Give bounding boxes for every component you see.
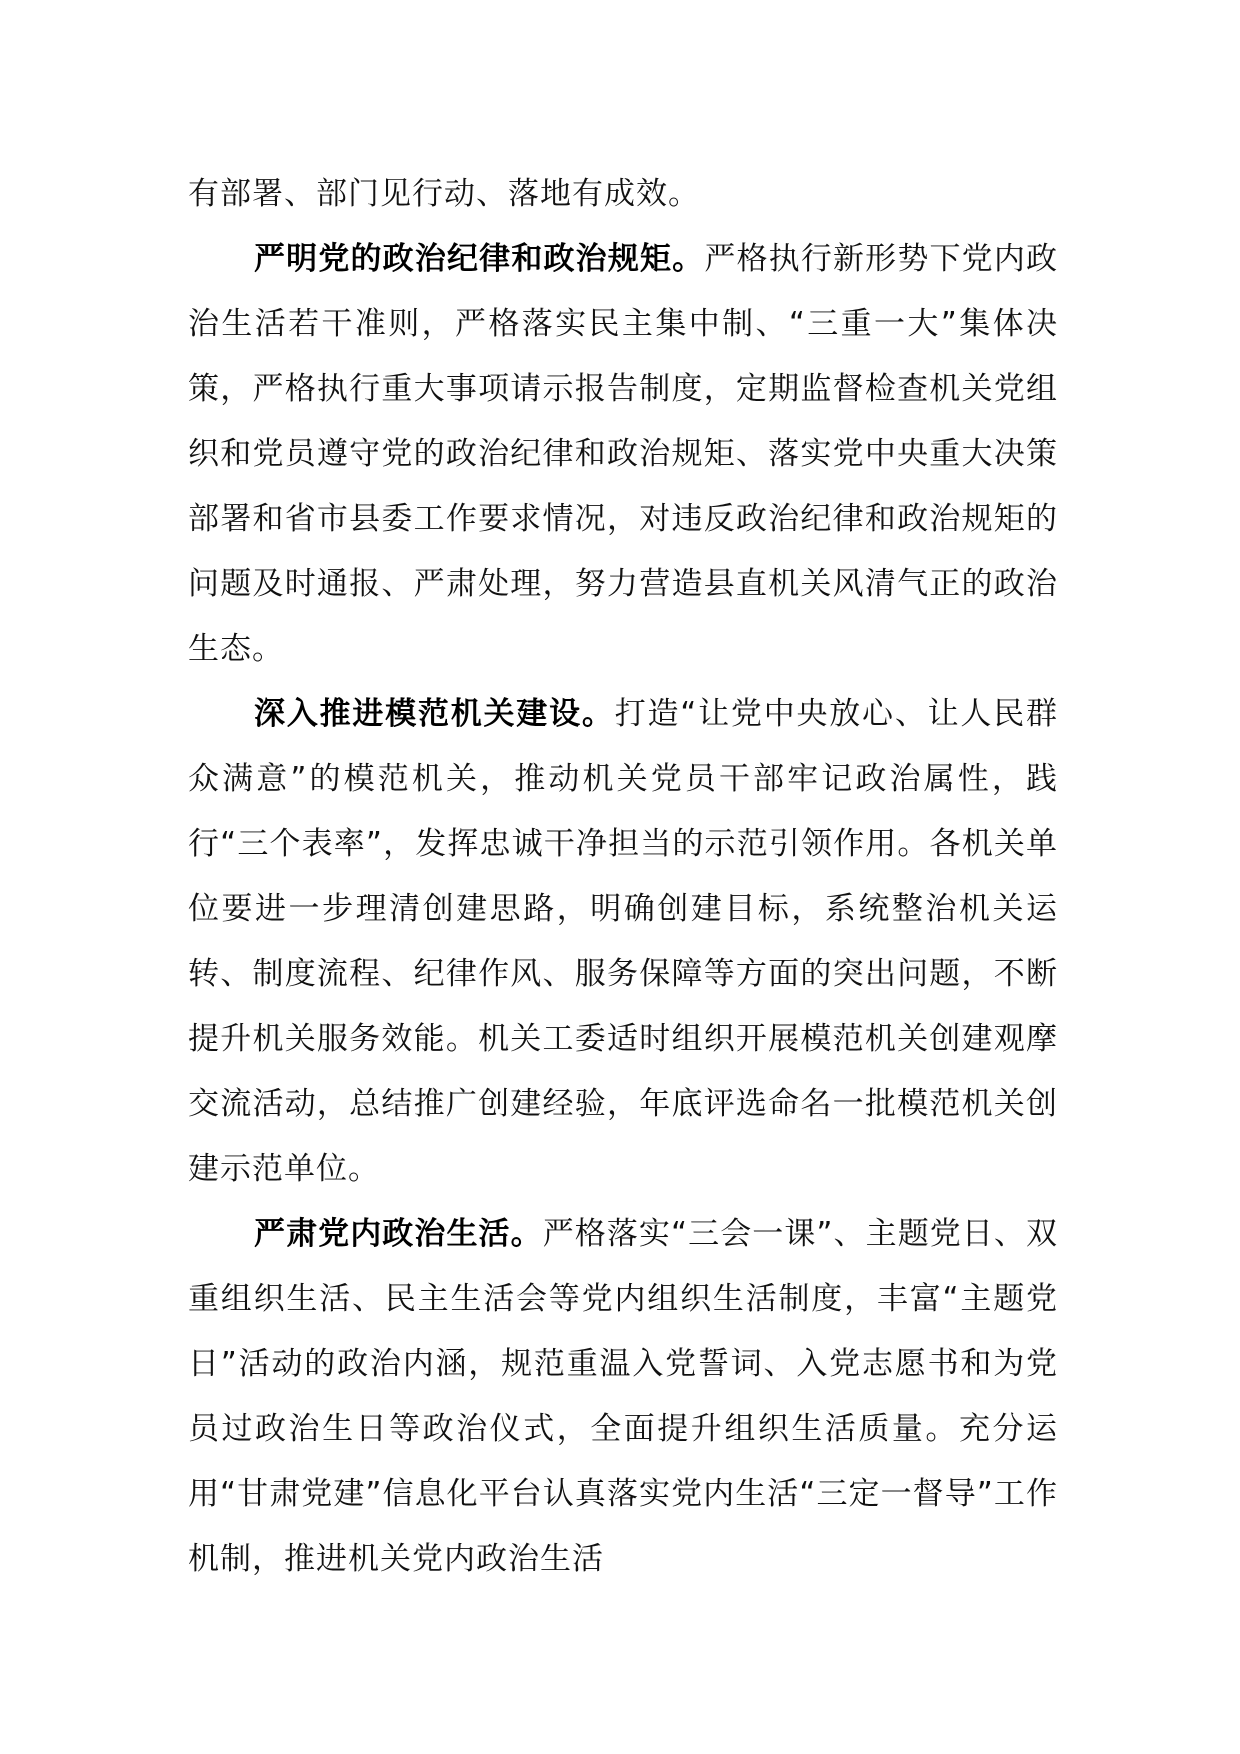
paragraph-text: 有部署、部门见行动、落地有成效。 (188, 176, 700, 212)
paragraph-heading: 深入推进模范机关建设。 (254, 696, 615, 732)
paragraph-text: 严格落实“三会一课”、主题党日、双重组织生活、民主生活会等党内组织生活制度，丰富“主题党日”活动的政治内涵，规范重温入党誓词、入党志愿书和为党员过政治生日等政治仪式，全面提升组织生活质量。充分运用“甘肃党建”信息化平台认真落实党内生活“三定一督导”工作机制，推进机关党内政治生活 (188, 1216, 1059, 1577)
paragraph-continuation (188, 162, 1058, 227)
paragraph-text: 打造“让党中央放心、让人民群众满意”的模范机关，推动机关党员干部牢记政治属性，践行“三个表率”，发挥忠诚干净担当的示范引领作用。各机关单位要进一步理清创建思路，明确创建目标，系统整治机关运转、制度流程、纪律作风、服务保障等方面的突出问题，不断提升机关服务效能。机关工委适时组织开展模范机关创建观摩交流活动，总结推广创建经验，年底评选命名一批模范机关创建示范单位。 (188, 696, 1059, 1187)
paragraph-political-discipline (188, 227, 1058, 682)
paragraph-model-organ (188, 682, 1058, 1202)
document-page (188, 162, 1058, 1592)
paragraph-heading: 严肃党内政治生活。 (254, 1216, 543, 1252)
paragraph-text: 严格执行新形势下党内政治生活若干准则，严格落实民主集中制、“三重一大”集体决策，严格执行重大事项请示报告制度，定期监督检查机关党组织和党员遵守党的政治纪律和政治规矩、落实党中央重大决策部署和省市县委工作要求情况，对违反政治纪律和政治规矩的问题及时通报、严肃处理，努力营造县直机关风清气正的政治生态。 (188, 241, 1059, 667)
paragraph-party-life (188, 1202, 1058, 1592)
paragraph-heading: 严明党的政治纪律和政治规矩。 (254, 241, 705, 277)
